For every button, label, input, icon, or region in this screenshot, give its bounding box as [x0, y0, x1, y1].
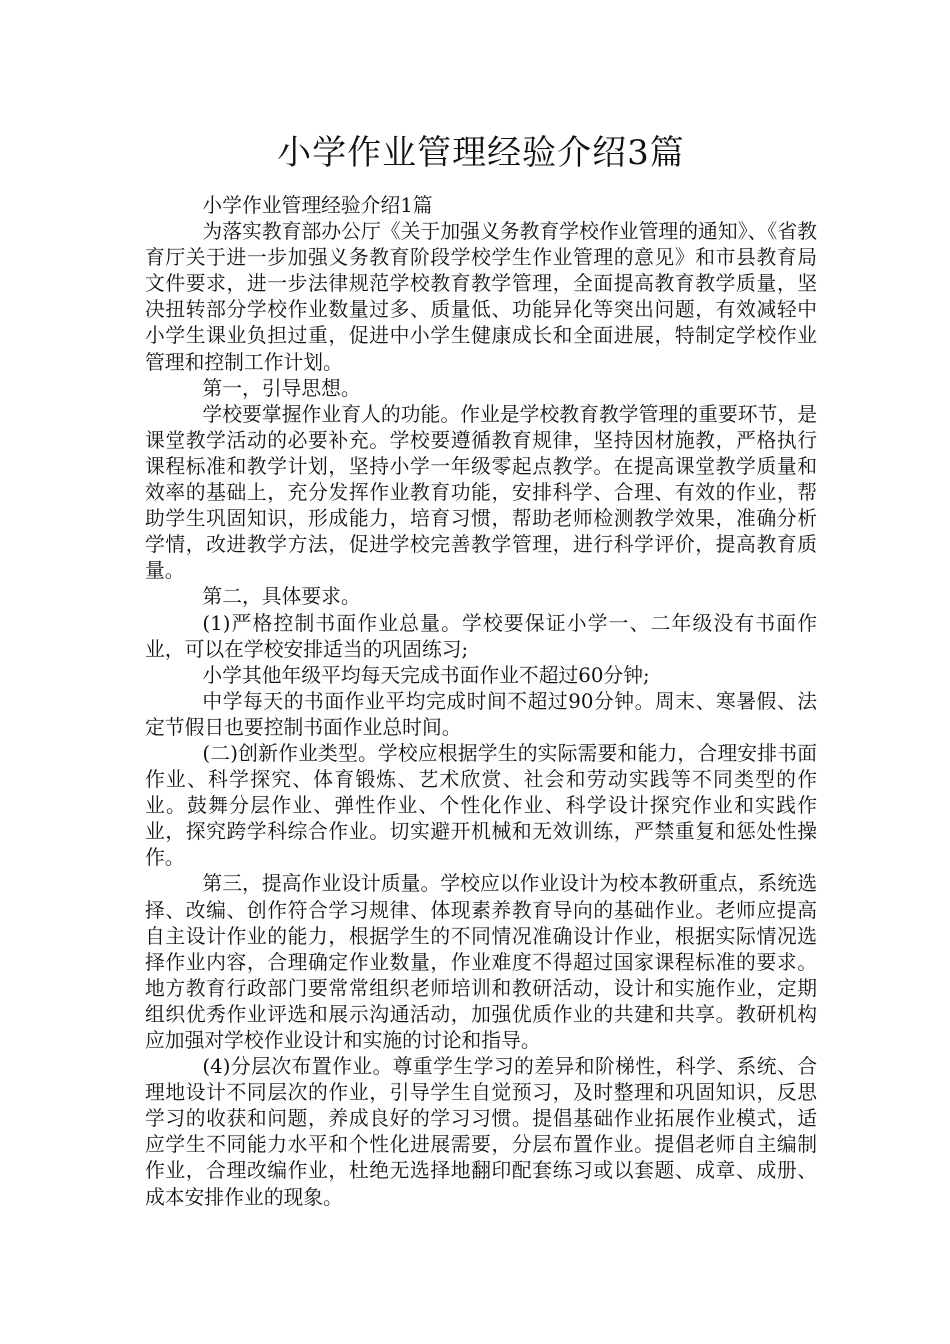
heading-second: 第二，具体要求。: [202, 585, 361, 609]
document-body: [145, 193, 817, 1211]
section-heading: 小学作业管理经验介绍1篇: [202, 194, 433, 217]
document-title: 小学作业管理经验介绍3篇: [277, 133, 685, 173]
paragraph-item-4: (4)分层次布置作业。尊重学生学习的差异和阶梯性，科学、系统、合理地设计不同层次的作业，引导学生自觉预习，及时整理和巩固知识，反思学习的收获和问题，养成良好的学习习惯。提倡基础作业拓展作业模式，适应学生不同能力水平和个性化进展需要，分层布置作业。提倡老师自主编制作业，合理改编作业，杜绝无选择地翻印配套练习或以套题、成章、成册、成本安排作业的现象。: [145, 1055, 817, 1209]
paragraph-other-grades: 小学其他年级平均每天完成书面作业不超过60分钟;: [202, 663, 650, 687]
document-page: [145, 0, 817, 1211]
paragraph-third: 第三，提高作业设计质量。学校应以作业设计为校本教研重点，系统选择、改编、创作符合学习规律、体现素养教育导向的基础作业。老师应提高自主设计作业的能力，根据学生的不同情况准确设计作业，根据实际情况选择作业内容，合理确定作业数量，作业难度不得超过国家课程标准的要求。地方教育行政部门要常常组织老师培训和教研活动，设计和实施作业，定期组织优秀作业评选和展示沟通活动，加强优质作业的共建和共享。教研机构应加强对学校作业设计和实施的讨论和指导。: [145, 872, 817, 1052]
paragraph-item-1: (1)严格控制书面作业总量。学校要保证小学一、二年级没有书面作业，可以在学校安排适当的巩固练习;: [145, 611, 817, 661]
paragraph-middle-school: 中学每天的书面作业平均完成时间不超过90分钟。周末、寒暑假、法定节假日也要控制书面作业总时间。: [145, 689, 817, 739]
paragraph-intro: 为落实教育部办公厅《关于加强义务教育学校作业管理的通知》、《省教育厅关于进一步加强义务教育阶段学校学生作业管理的意见》和市县教育局文件要求，进一步法律规范学校教育教学管理，全面提高教育教学质量，坚决扭转部分学校作业数量过多、质量低、功能异化等突出问题，有效减轻中小学生课业负担过重，促进中小学生健康成长和全面进展，特制定学校作业管理和控制工作计划。: [145, 220, 817, 374]
heading-first: 第一，引导思想。: [202, 376, 361, 400]
paragraph-item-2: (二)创新作业类型。学校应根据学生的实际需要和能力，合理安排书面作业、科学探究、体育锻炼、艺术欣赏、社会和劳动实践等不同类型的作业。鼓舞分层作业、弹性作业、个性化作业、科学设计探究作业和实践作业，探究跨学科综合作业。切实避开机械和无效训练，严禁重复和惩处性操作。: [145, 741, 817, 870]
paragraph-guiding-thought: 学校要掌握作业育人的功能。作业是学校教育教学管理的重要环节，是课堂教学活动的必要补充。学校要遵循教育规律，坚持因材施教，严格执行课程标准和教学计划，坚持小学一年级零起点教学。在提高课堂教学质量和效率的基础上，充分发挥作业教育功能，安排科学、合理、有效的作业，帮助学生巩固知识，形成能力，培育习惯，帮助老师检测教学效果，准确分析学情，改进教学方法，促进学校完善教学管理，进行科学评价，提高教育质量。: [145, 402, 817, 583]
